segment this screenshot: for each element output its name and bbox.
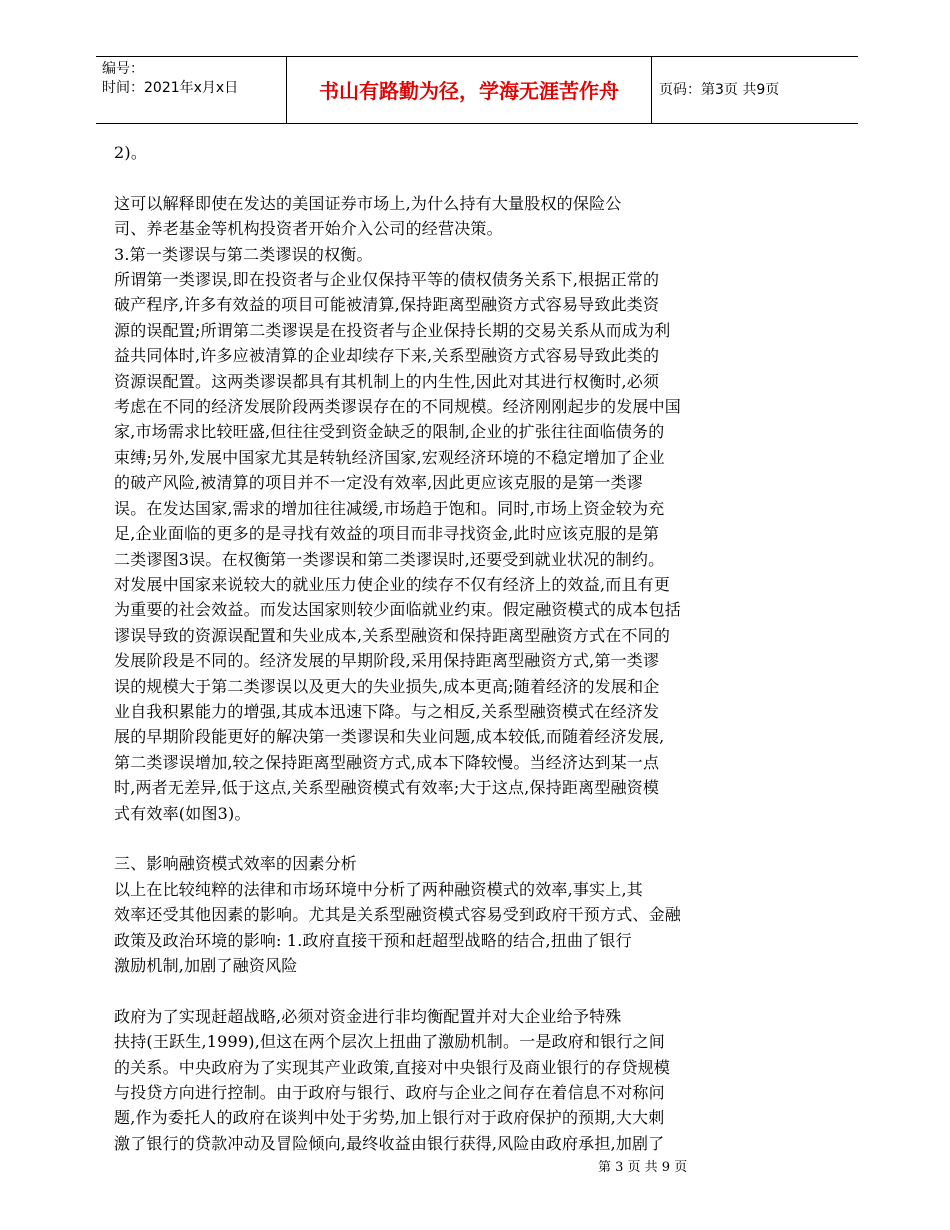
text-line: 这可以解释即使在发达的美国证券市场上,为什么持有大量股权的保险公 [114, 193, 622, 213]
text-line: 源的误配置;所谓第二类谬误是在投资者与企业保持长期的交易关系从而成为利 [114, 320, 671, 340]
text-line: 司、养老基金等机构投资者开始介入公司的经营决策。 [114, 219, 503, 239]
header-page-info: 页码：第3页 共9页 [659, 82, 780, 98]
text-line: 题,作为委托人的政府在谈判中处于劣势,加上银行对于政府保护的预期,大大刺 [114, 1108, 665, 1128]
text-line: 束缚;另外,发展中国家尤其是转轨经济国家,宏观经济环境的不稳定增加了企业 [114, 447, 665, 467]
text-line: 足,企业面临的更多的是寻找有效益的项目而非寻找资金,此时应该克服的是第 [114, 524, 660, 544]
text-line: 破产程序,许多有效益的项目可能被清算,保持距离型融资方式容易导致此类资 [114, 295, 660, 315]
text-line: 的破产风险,被清算的项目并不一定没有效率,因此更应该克服的是第一类谬 [114, 473, 643, 493]
text-line: 益共同体时,许多应被清算的企业却续存下来,关系型融资方式容易导致此类的 [114, 346, 660, 366]
number-label: 编号： [102, 61, 144, 77]
header-motto: 书山有路勤为径，学海无涯苦作舟 [319, 79, 619, 103]
text-line: 考虑在不同的经济发展阶段两类谬误存在的不同规模。经济刚刚起步的发展中国 [114, 397, 682, 417]
text-line: 式有效率(如图3)。 [114, 803, 251, 823]
document-body [114, 140, 778, 1156]
text-line: 时,两者无差异,低于这点,关系型融资模式有效率;大于这点,保持距离型融资模 [114, 778, 660, 798]
text-line: 激了银行的贷款冲动及冒险倾向,最终收益由银行获得,风险由政府承担,加剧了 [114, 1133, 665, 1153]
text-line: 业自我积累能力的增强,其成本迅速下降。与之相反,关系型融资模式在经济发 [114, 701, 660, 721]
text-line: 2)。 [114, 143, 148, 162]
text-line: 三、影响融资模式效率的因素分析 [114, 854, 358, 874]
header-left-cell [102, 60, 238, 98]
text-line: 误。在发达国家,需求的增加往往减缓,市场趋于饱和。同时,市场上资金较为充 [114, 498, 665, 518]
text-line: 政策及政治环境的影响: 1.政府直接干预和赶超型战略的结合,扭曲了银行 [114, 930, 632, 950]
text-line: 的关系。中央政府为了实现其产业政策,直接对中央银行及商业银行的存贷规模 [114, 1057, 671, 1077]
text-line: 以上在比较纯粹的法律和市场环境中分析了两种融资模式的效率,事实上,其 [114, 879, 643, 899]
text-line: 与投贷方向进行控制。由于政府与银行、政府与企业之间存在着信息不对称问 [114, 1083, 665, 1103]
text-line [114, 978, 778, 1003]
text-line: 展的早期阶段能更好的解决第一类谬误和失业问题,成本较低,而随着经济发展, [114, 727, 665, 747]
text-line: 3.第一类谬误与第二类谬误的权衡。 [114, 244, 373, 264]
text-line: 资源误配置。这两类谬误都具有其机制上的内生性,因此对其进行权衡时,必须 [114, 371, 660, 391]
text-line: 误的规模大于第二类谬误以及更大的失业损失,成本更高;随着经济的发展和企 [114, 676, 660, 696]
text-line [114, 826, 778, 851]
text-line: 效率还受其他因素的影响。尤其是关系型融资模式容易受到政府干预方式、金融 [114, 905, 682, 925]
page-footer: 第 3 页 共 9 页 [598, 1160, 688, 1175]
text-line: 扶持(王跃生,1999),但这在两个层次上扭曲了激励机制。一是政府和银行之间 [114, 1032, 665, 1052]
header-divider [651, 57, 652, 123]
text-line: 发展阶段是不同的。经济发展的早期阶段,采用保持距离型融资方式,第一类谬 [114, 651, 660, 671]
text-line: 为重要的社会效益。而发达国家则较少面临就业约束。假定融资模式的成本包括 [114, 600, 682, 620]
text-line: 对发展中国家来说较大的就业压力使企业的续存不仅有经济上的效益,而且有更 [114, 574, 671, 594]
text-line: 家,市场需求比较旺盛,但往往受到资金缺乏的限制,企业的扩张往往面临债务的 [114, 422, 665, 442]
text-line: 政府为了实现赶超战略,必须对资金进行非均衡配置并对大企业给予特殊 [114, 1006, 622, 1026]
text-line: 第二类谬误增加,较之保持距离型融资方式,成本下降较慢。当经济达到某一点 [114, 752, 660, 772]
text-line: 所谓第一类谬误,即在投资者与企业仅保持平等的债权债务关系下,根据正常的 [114, 270, 660, 290]
time-label: 时间：2021年x月x日 [102, 80, 239, 96]
text-line: 激励机制,加剧了融资风险 [114, 956, 298, 975]
page-header [96, 56, 858, 124]
text-line [114, 165, 778, 190]
text-line: 二类谬图3误。在权衡第一类谬误和第二类谬误时,还要受到就业状况的制约。 [114, 549, 665, 569]
text-line: 谬误导致的资源误配置和失业成本,关系型融资和保持距离型融资方式在不同的 [114, 625, 671, 645]
